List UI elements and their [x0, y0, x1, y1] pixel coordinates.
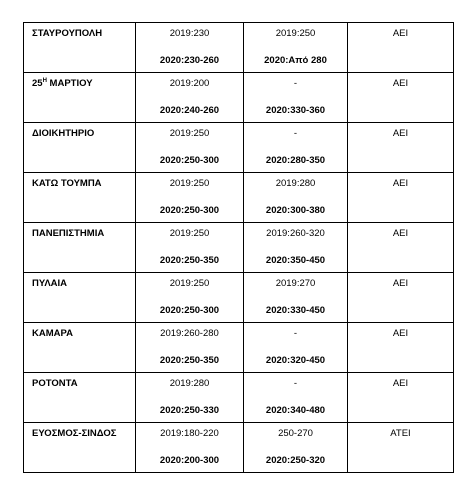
price-cell-a [136, 23, 244, 73]
price-cell-b [244, 423, 348, 473]
institution-cell [348, 323, 454, 373]
area-cell [24, 223, 136, 273]
price-cell-a [136, 223, 244, 273]
area-name: ΠΑΝΕΠΙΣΤΗΜΙΑ [32, 228, 105, 239]
price-2020: 2020:330-450 [265, 305, 326, 316]
price-cell-b [244, 273, 348, 323]
area-cell [24, 423, 136, 473]
table-row [24, 373, 454, 423]
price-cell-b [244, 373, 348, 423]
area-cell [24, 173, 136, 223]
price-2020: 2020:230-260 [159, 55, 220, 66]
table-row [24, 23, 454, 73]
institution-cell [348, 273, 454, 323]
price-2020: 2020:340-480 [265, 405, 326, 416]
price-cell-a [136, 73, 244, 123]
price-2019: 2019:260-320 [266, 228, 325, 239]
price-cell-a [136, 323, 244, 373]
area-name: ΣΤΑΥΡΟΥΠΟΛΗ [32, 28, 103, 39]
area-cell [24, 373, 136, 423]
price-2020: 2020:330-360 [265, 105, 326, 116]
institution-label: ΑΕΙ [392, 328, 409, 339]
price-2019: 2019:200 [169, 78, 210, 89]
institution-label: ΑΕΙ [392, 378, 409, 389]
price-2019: 2019:270 [275, 278, 316, 289]
area-name-number: 25 [32, 78, 43, 89]
price-2020: 2020:250-350 [159, 255, 220, 266]
area-cell [24, 123, 136, 173]
price-2019: 2019:250 [169, 228, 210, 239]
area-name-superscript: Η [42, 78, 47, 84]
price-cell-b [244, 23, 348, 73]
price-2019: - [293, 378, 298, 389]
price-cell-a [136, 173, 244, 223]
area-name: ΚΑΤΩ ΤΟΥΜΠΑ [32, 178, 102, 189]
price-2020: 2020:200-300 [159, 455, 220, 466]
price-cell-b [244, 323, 348, 373]
price-2020: 2020:280-350 [265, 155, 326, 166]
price-cell-b [244, 173, 348, 223]
price-2019: 2019:250 [169, 178, 210, 189]
area-cell [24, 73, 136, 123]
price-2019: - [293, 128, 298, 139]
institution-label: ΑΕΙ [392, 278, 409, 289]
institution-cell [348, 223, 454, 273]
price-2019: 2019:180-220 [160, 428, 219, 439]
table-row [24, 273, 454, 323]
price-cell-a [136, 373, 244, 423]
price-2020: 2020:320-450 [265, 355, 326, 366]
price-cell-b [244, 73, 348, 123]
area-name: ΠΥΛΑΙΑ [32, 278, 68, 289]
price-cell-b [244, 223, 348, 273]
price-2020: 2020:250-300 [159, 205, 220, 216]
price-2020: 2020:300-380 [265, 205, 326, 216]
area-cell [24, 23, 136, 73]
price-2019: - [293, 328, 298, 339]
area-name: ΕΥΟΣΜΟΣ-ΣΙΝΔΟΣ [32, 428, 117, 439]
price-2020: 2020:250-320 [265, 455, 326, 466]
area-name-rest: ΜΑΡΤΙΟΥ [46, 78, 93, 89]
price-2019: - [293, 78, 298, 89]
institution-label: ΑΕΙ [392, 228, 409, 239]
price-2019: 2019:250 [169, 278, 210, 289]
price-2020: 2020:Από 280 [264, 55, 327, 66]
price-2020: 2020:250-330 [159, 405, 220, 416]
price-2019: 2019:280 [275, 178, 316, 189]
table-row [24, 173, 454, 223]
institution-cell [348, 123, 454, 173]
institution-cell [348, 73, 454, 123]
price-2019: 2019:260-280 [160, 328, 219, 339]
table-row [24, 123, 454, 173]
institution-cell [348, 373, 454, 423]
price-cell-b [244, 123, 348, 173]
price-cell-a [136, 273, 244, 323]
institution-cell [348, 23, 454, 73]
area-cell [24, 323, 136, 373]
institution-label: ΑΤΕΙ [390, 428, 411, 439]
institution-label: ΑΕΙ [392, 78, 409, 89]
area-cell [24, 273, 136, 323]
price-cell-a [136, 423, 244, 473]
table-row [24, 323, 454, 373]
price-2019: 250-270 [278, 428, 313, 439]
price-cell-a [136, 123, 244, 173]
rent-price-table [23, 22, 454, 473]
price-2020: 2020:250-300 [159, 155, 220, 166]
price-2020: 2020:250-300 [159, 305, 220, 316]
area-name [24, 73, 135, 89]
area-name: ΚΑΜΑΡΑ [32, 328, 73, 339]
price-2020: 2020:250-350 [159, 355, 220, 366]
table-row [24, 423, 454, 473]
price-2020: 2020:240-260 [159, 105, 220, 116]
price-2019: 2019:250 [169, 128, 210, 139]
area-name: ΡΟΤΟΝΤΑ [32, 378, 78, 389]
price-2019: 2019:230 [169, 28, 210, 39]
price-2019: 2019:280 [169, 378, 210, 389]
table-row [24, 223, 454, 273]
price-2019: 2019:250 [275, 28, 316, 39]
institution-label: ΑΕΙ [392, 128, 409, 139]
price-2020: 2020:350-450 [265, 255, 326, 266]
table-row [24, 73, 454, 123]
institution-cell [348, 423, 454, 473]
institution-cell [348, 173, 454, 223]
institution-label: ΑΕΙ [392, 178, 409, 189]
institution-label: ΑΕΙ [392, 28, 409, 39]
area-name: ΔΙΟΙΚΗΤΗΡΙΟ [32, 128, 95, 139]
